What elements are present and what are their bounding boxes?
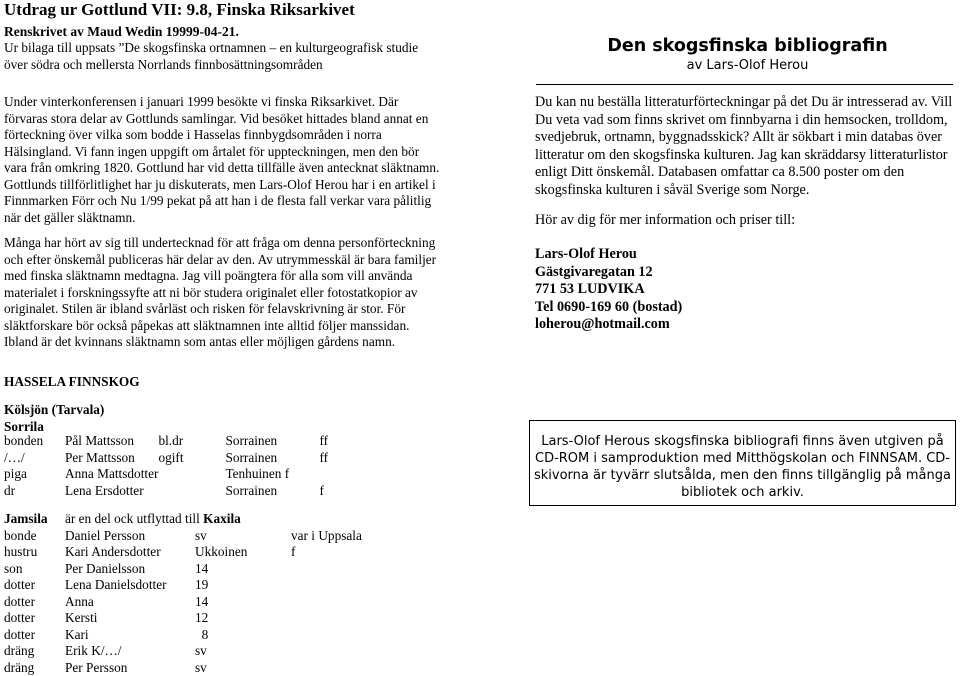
jamsila-description	[65, 511, 491, 528]
name-cell: Pål Mattsson	[65, 433, 158, 450]
table-row	[4, 528, 491, 545]
role-cell: dotter	[4, 627, 65, 644]
transcription-credit: Renskrivet av Maud Wedin 19999-04-21.	[4, 24, 239, 40]
contact-address-block	[535, 246, 682, 334]
name-cell: Per Persson	[65, 660, 195, 676]
sorrila-household-table	[4, 433, 328, 499]
surname-cell: sv	[195, 660, 291, 676]
visit-text: Under vinterkonferensen i januari 1999 besökte vi finska Riksarkivet. Där förvaras stora delar av Gottlunds samlingar. Vid besöket hittades bland annat en förteckning över vilka som bodde i Hasselas finnbygdsområden i norra Hälsingland. Vi fann ingen uppgift om årtalet för uppteckningen, men den bör vara från omkring 1820. Gottlund har vid detta tillfälle även antecknat släktnamn. Gottlunds tillförlitlighet har ju diskuterats, men Lars-Olof Herou har i en artikel i Finnmarken Förr och Nu 1/99 pekat på att han i de flesta fall verkar vara pålitlig när det gäller släktnamn.	[4, 94, 442, 226]
table-row	[4, 466, 328, 483]
ad-divider	[536, 84, 953, 85]
surname-cell: sv	[195, 528, 291, 545]
jamsila-target: Kaxila	[203, 511, 241, 526]
table-row	[4, 594, 491, 611]
note-cell	[291, 561, 491, 578]
name-cell: Lena Danielsdotter	[65, 577, 195, 594]
surname-cell: Sorrainen	[225, 450, 319, 467]
table-row	[4, 643, 491, 660]
village-heading	[4, 402, 104, 435]
request-paragraph	[4, 235, 442, 351]
table-row	[4, 544, 491, 561]
contact-name: Lars-Olof Herou	[535, 246, 682, 264]
name-cell: Per Danielsson	[65, 561, 195, 578]
table-row	[4, 433, 328, 450]
name-cell: Kersti	[65, 610, 195, 627]
name-cell: Kari Andersdotter	[65, 544, 195, 561]
age-cell: 14	[195, 561, 291, 578]
table-row	[4, 627, 491, 644]
note-cell	[291, 660, 491, 676]
intro-appendix-paragraph	[4, 40, 442, 73]
relation-cell: bl.dr	[158, 433, 225, 450]
table-row	[4, 610, 491, 627]
surname-cell: Ukkoinen	[195, 544, 291, 561]
role-cell: bonden	[4, 433, 65, 450]
name-cell: Anna	[65, 594, 195, 611]
note-cell: f	[319, 483, 328, 500]
ad-description: Du kan nu beställa litteraturförteckningar på det Du är intresserad av. Vill Du veta vad som finns skrivet om finnbyarna i din hemsocken, trolldom, svedjebruk, ortnamn, byggnadsskick? Allt är sökbart i min databas över litteratur om den skogsfinska kulturen. Jag kan skräddarsy litteraturlistor enligt Ditt önskemål. Databasen omfattar ca 8.500 poster om den skogsfinska kulturen i såväl Sverige som Norge.	[535, 94, 955, 199]
note-cell	[291, 643, 491, 660]
surname-cell: Sorrainen	[225, 483, 319, 500]
jamsila-text: är en del ock utflyttad till	[65, 511, 200, 526]
age-cell: 12	[195, 610, 291, 627]
name-cell: Kari	[65, 627, 195, 644]
contact-street: Gästgivaregatan 12	[535, 264, 682, 282]
table-row	[4, 660, 491, 676]
note-cell	[291, 577, 491, 594]
farm-name-sorrila: Sorrila	[4, 419, 104, 436]
village-name: Kölsjön (Tarvala)	[4, 402, 104, 419]
role-cell: dotter	[4, 577, 65, 594]
name-cell: Lena Ersdotter	[65, 483, 158, 500]
relation-cell	[158, 483, 225, 500]
age-cell: 8	[195, 627, 291, 644]
surname-cell: sv	[195, 643, 291, 660]
name-cell: Anna Mattsdotter	[65, 466, 158, 483]
table-row-jamsila-header	[4, 511, 491, 528]
surname-cell: Sorrainen	[225, 433, 319, 450]
table-row	[4, 561, 491, 578]
role-cell: bonde	[4, 528, 65, 545]
table-row	[4, 450, 328, 467]
farm-name-jamsila: Jamsila	[4, 511, 65, 528]
contact-email: loherou@hotmail.com	[535, 316, 682, 334]
note-cell	[319, 466, 328, 483]
role-cell: /…/	[4, 450, 65, 467]
relation-cell	[158, 466, 225, 483]
name-cell: Per Mattsson	[65, 450, 158, 467]
visit-paragraph	[4, 94, 442, 226]
role-cell: dotter	[4, 610, 65, 627]
role-cell: dräng	[4, 643, 65, 660]
role-cell: dräng	[4, 660, 65, 676]
note-cell: ff	[319, 433, 328, 450]
note-cell	[291, 610, 491, 627]
ad-contact-intro: Hör av dig för mer information och priser till:	[535, 212, 955, 230]
request-text: Många har hört av sig till undertecknad för att fråga om denna personförteckning och efter önskemål publiceras här delar av den. Av utrymmesskäl är bara familjer med finska släktnamn medtagna. Jag vill poängtera för alla som vill använda materialet i forskningssyfte att ni bör studera originalet eller fotostatkopior av originalet. Stilen är ibland svårläst och risken för felavskrivning är stor. För släktforskare bör också påpekas att släktnamnen inte alltid följer manssidan. Ibland är det kvinnans släktnamn som antas eller möjligen gårdens namn.	[4, 235, 442, 351]
role-cell: dotter	[4, 594, 65, 611]
name-cell: Daniel Persson	[65, 528, 195, 545]
ad-subtitle: av Lars-Olof Herou	[545, 57, 950, 75]
table-row	[4, 483, 328, 500]
role-cell: son	[4, 561, 65, 578]
ad-title: Den skogsfinska bibliografin	[545, 35, 950, 57]
role-cell: hustru	[4, 544, 65, 561]
age-cell: 14	[195, 594, 291, 611]
cd-rom-notice-box	[529, 420, 956, 506]
contact-phone: Tel 0690-169 60 (bostad)	[535, 299, 682, 317]
note-cell: f	[291, 544, 491, 561]
table-row	[4, 577, 491, 594]
note-cell: var i Uppsala	[291, 528, 491, 545]
role-cell: dr	[4, 483, 65, 500]
cd-rom-notice-text: Lars-Olof Herous skogsfinska bibliografi finns även utgiven på CD-ROM i samproduktion med Mitthögskolan och FINNSAM. CD-skivorna är tyvärr slutsålda, men den finns tillgänglig på många bibliotek och arkiv.	[530, 433, 955, 501]
relation-cell: ogift	[158, 450, 225, 467]
note-cell	[291, 594, 491, 611]
name-cell: Erik K/…/	[65, 643, 195, 660]
section-heading: HASSELA FINNSKOG	[4, 374, 140, 390]
note-cell	[291, 627, 491, 644]
surname-cell: Tenhuinen f	[225, 466, 319, 483]
ad-heading	[545, 35, 950, 75]
document-title: Utdrag ur Gottlund VII: 9.8, Finska Riksarkivet	[4, 0, 355, 20]
contact-city: 771 53 LUDVIKA	[535, 281, 682, 299]
role-cell: piga	[4, 466, 65, 483]
appendix-text: Ur bilaga till uppsats ”De skogsfinska ortnamnen – en kulturgeografisk studie över södra och mellersta Norrlands finnbosättningsområden	[4, 40, 442, 73]
jamsila-household-table	[4, 511, 491, 676]
age-cell: 19	[195, 577, 291, 594]
note-cell: ff	[319, 450, 328, 467]
